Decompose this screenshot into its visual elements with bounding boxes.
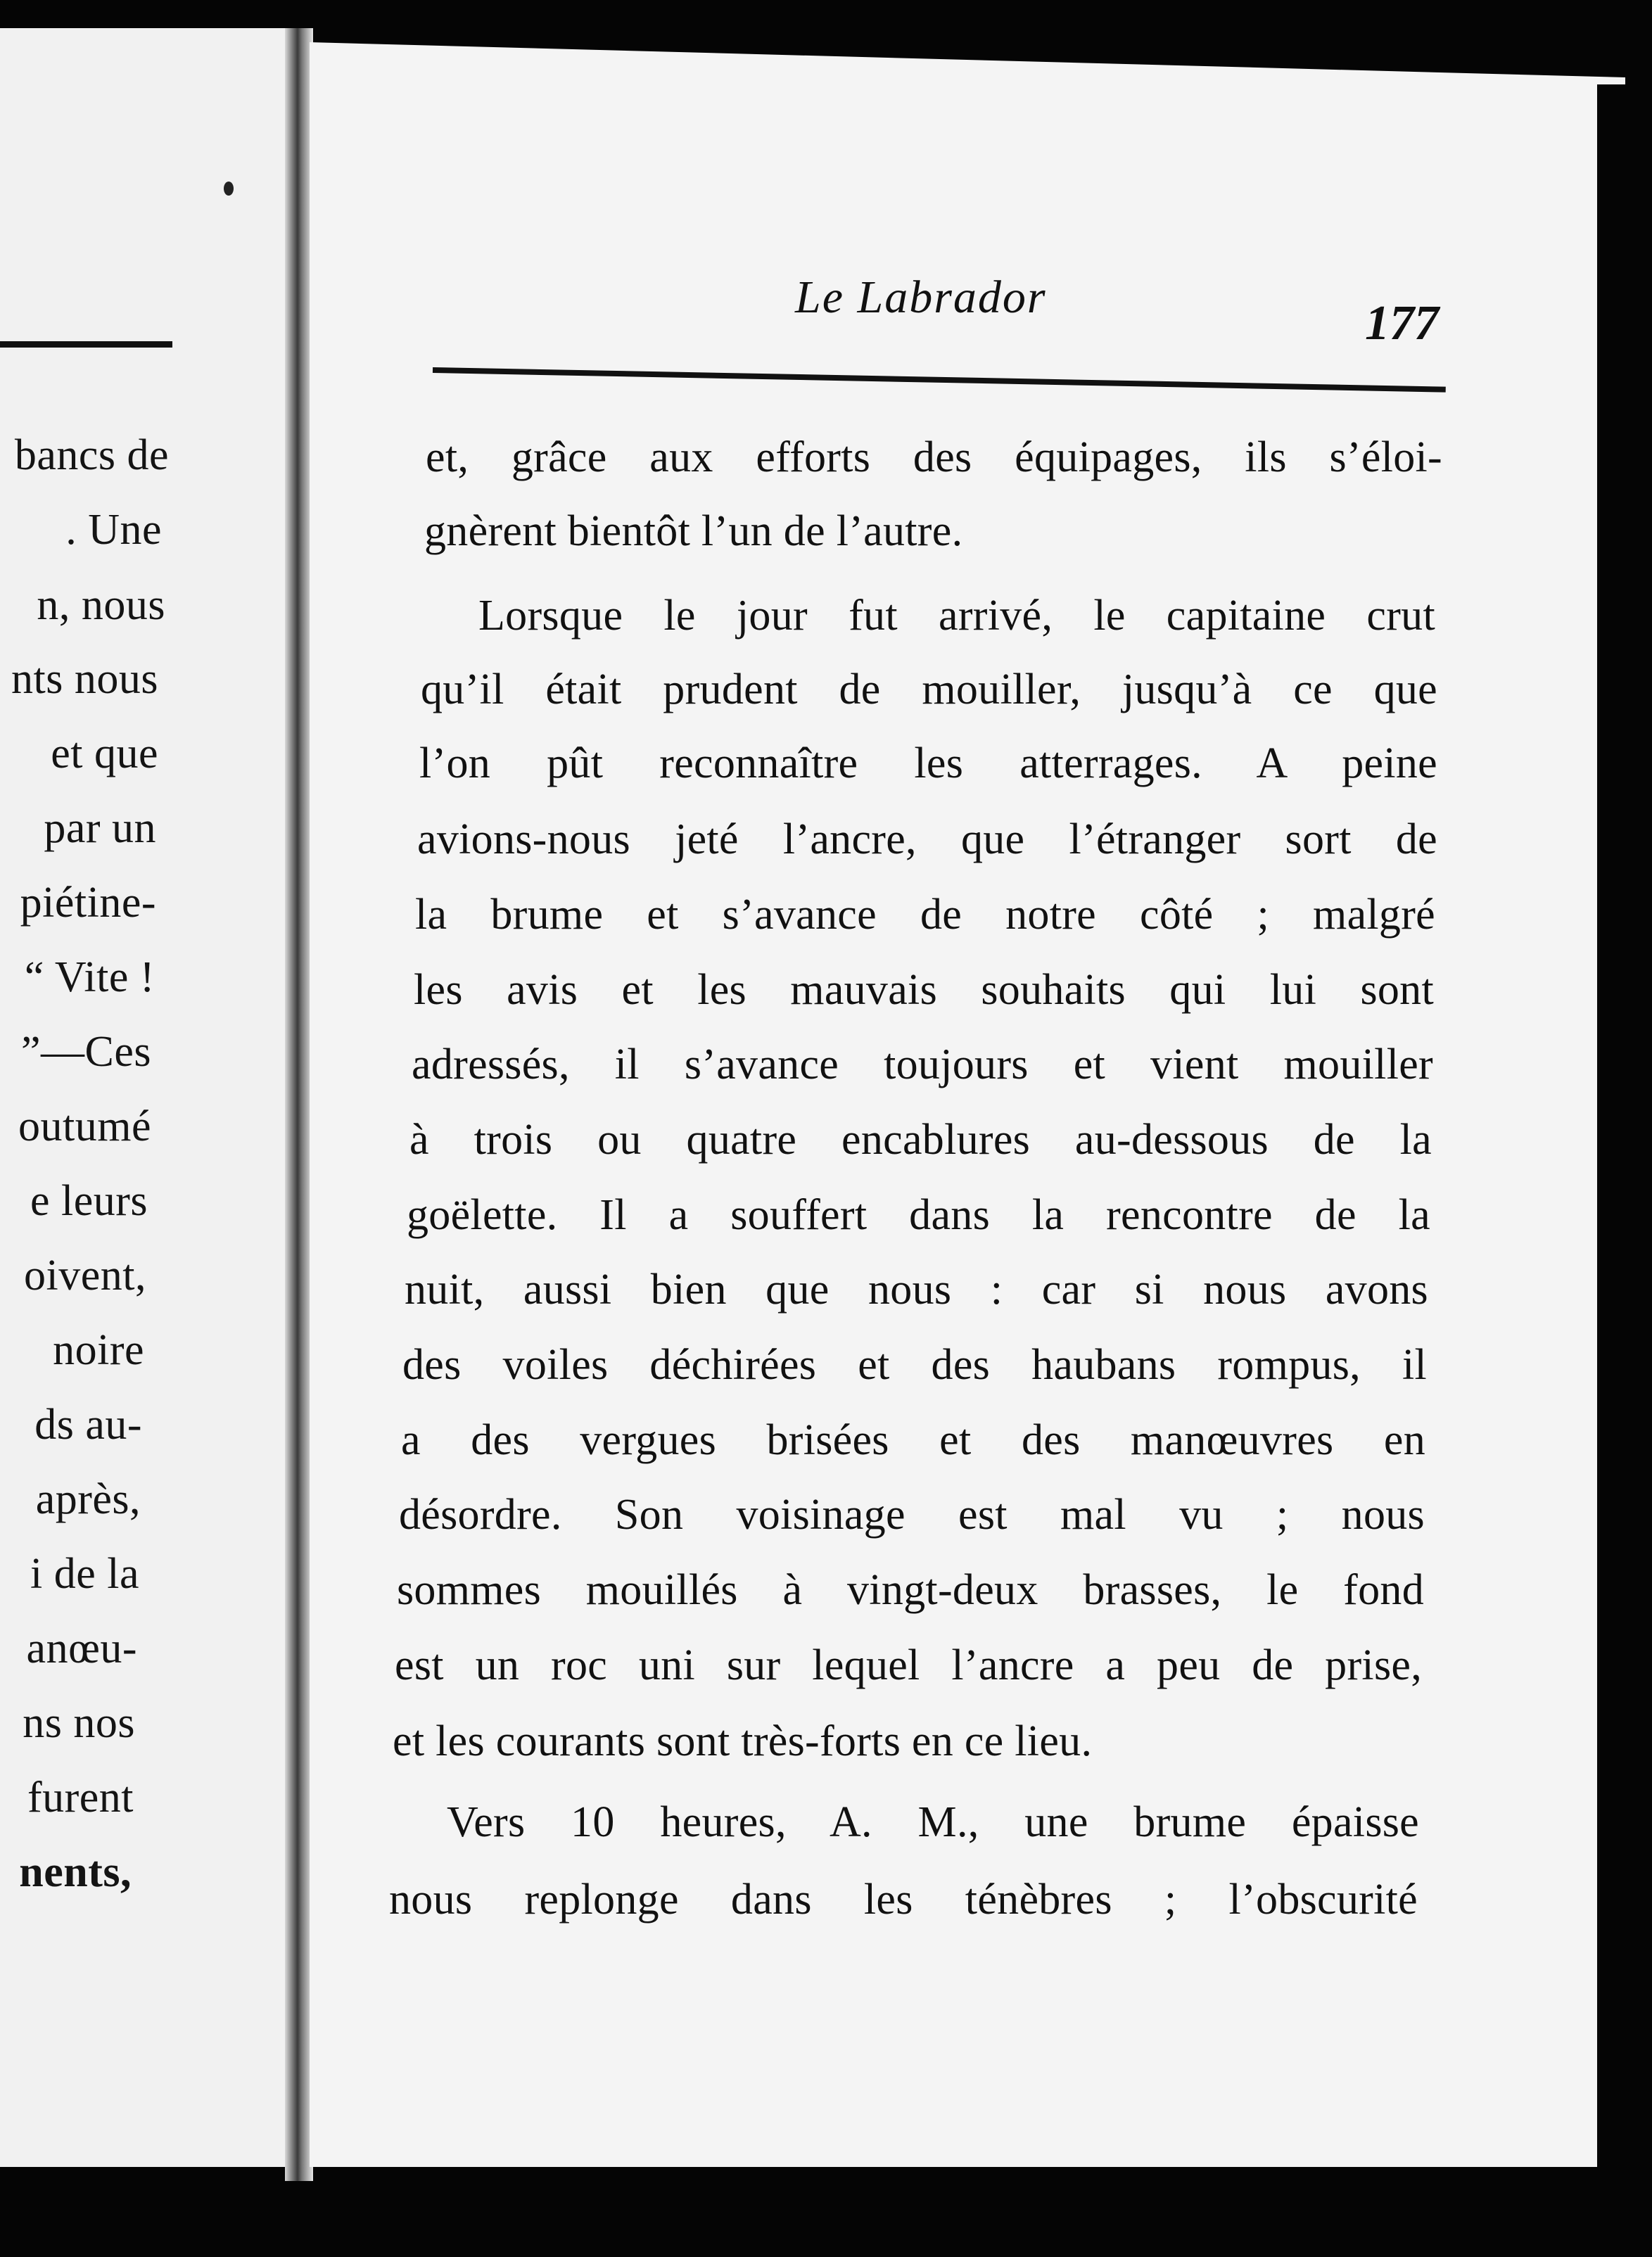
left-text-line: par un: [44, 804, 156, 852]
left-text-line: après,: [35, 1475, 141, 1523]
body-line: la brume et s’avance de notre côté ; malgré: [415, 891, 1435, 939]
left-text-line: ”—Ces: [20, 1028, 151, 1076]
body-line: Vers 10 heures, A. M., une brume épaisse: [447, 1798, 1419, 1846]
left-text-line: ns nos: [23, 1699, 135, 1747]
body-line: et, grâce aux efforts des équipages, ils s’éloi-: [426, 433, 1442, 481]
left-text-line: noire: [53, 1326, 144, 1374]
left-text-line: . Une: [65, 506, 162, 554]
body-line: adressés, il s’avance toujours et vient mouiller: [412, 1041, 1433, 1088]
left-text-line: furent: [27, 1774, 134, 1822]
body-line: sommes mouillés à vingt-deux brasses, le fond: [397, 1566, 1424, 1614]
right-page: [310, 42, 1625, 2167]
left-text-line: outumé: [18, 1102, 151, 1150]
left-text-line: nents,: [19, 1848, 132, 1896]
left-text-line: i de la: [30, 1550, 139, 1598]
left-text-line: anœu-: [26, 1625, 137, 1672]
body-line: qu’il était prudent de mouiller, jusqu’à ce que: [421, 666, 1437, 713]
body-line: et les courants sont très-forts en ce lieu.: [393, 1717, 1093, 1765]
page-edge-shadow: [1597, 84, 1652, 2257]
body-line: Lorsque le jour fut arrivé, le capitaine crut: [478, 592, 1435, 640]
body-line: des voiles déchirées et des haubans rompus, il: [402, 1341, 1427, 1389]
left-text-line: ds au-: [34, 1401, 142, 1449]
body-line: goëlette. Il a souffert dans la rencontre de la: [407, 1191, 1430, 1239]
body-line: à trois ou quatre encablures au-dessous de la: [409, 1116, 1432, 1164]
body-line: nous replonge dans les ténèbres ; l’obscurité: [389, 1876, 1418, 1924]
body-line: nuit, aussi bien que nous : car si nous avons: [405, 1266, 1428, 1314]
left-page: [0, 28, 296, 2167]
book-gutter: [285, 28, 313, 2181]
body-line: l’on pût reconnaître les atterrages. A peine: [419, 739, 1437, 787]
body-line: les avis et les mauvais souhaits qui lui sont: [414, 966, 1434, 1014]
left-text-line: e leurs: [30, 1177, 148, 1225]
running-title: Le Labrador: [795, 272, 1047, 323]
left-text-line: et que: [51, 730, 158, 777]
left-page-rule: [0, 341, 172, 348]
page-number: 177: [1365, 296, 1439, 350]
left-text-line: nts nous: [11, 655, 158, 703]
left-text-line: oivent,: [24, 1252, 146, 1299]
body-line: avions-nous jeté l’ancre, que l’étranger sort de: [417, 815, 1437, 863]
left-text-line: piétine-: [20, 879, 156, 927]
body-line: a des vergues brisées et des manœuvres en: [401, 1416, 1425, 1464]
body-line: gnèrent bientôt l’un de l’autre.: [424, 507, 963, 555]
dust-speck: [224, 182, 234, 196]
body-line: est un roc uni sur lequel l’ancre a peu de prise,: [395, 1641, 1422, 1689]
left-text-line: n, nous: [37, 581, 165, 629]
body-line: désordre. Son voisinage est mal vu ; nous: [399, 1491, 1425, 1539]
left-text-line: bancs de: [14, 431, 169, 479]
left-text-line: “ Vite !: [24, 953, 155, 1001]
